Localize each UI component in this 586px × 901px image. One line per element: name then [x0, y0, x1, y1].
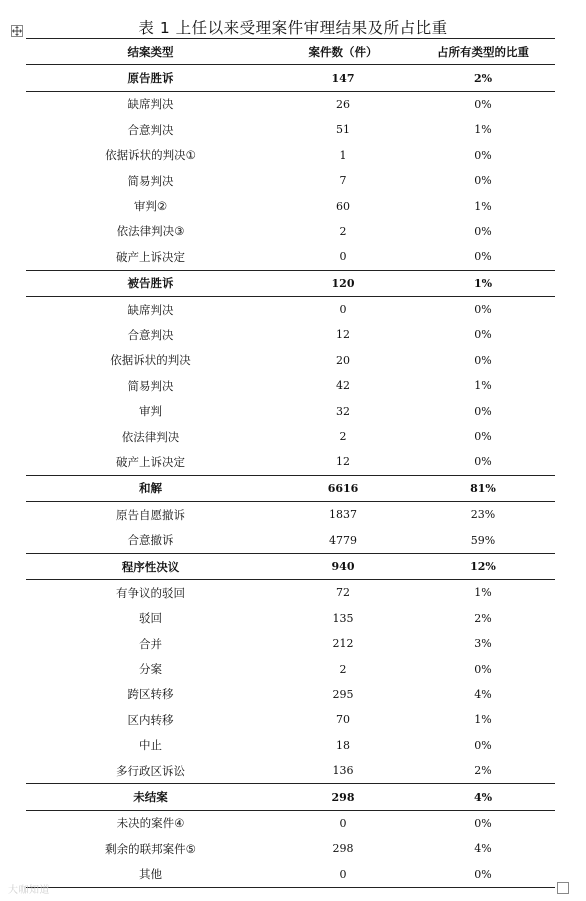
case-count-cell: 2 — [339, 430, 347, 444]
table-row — [26, 862, 555, 888]
case-type-cell: 其他 — [26, 862, 275, 888]
case-type-cell: 合并 — [139, 636, 162, 651]
table-row — [26, 117, 555, 142]
case-count-cell: 136 — [332, 764, 354, 778]
case-type-cell: 原告胜诉 — [26, 65, 275, 91]
share-cell: 0% — [474, 816, 492, 830]
case-count-cell: 7 — [339, 174, 347, 188]
case-type-cell: 破产上诉决定 — [116, 454, 185, 469]
case-count-cell: 4779 — [329, 533, 357, 547]
case-type-cell: 审判② — [133, 199, 168, 214]
share-cell: 0% — [474, 97, 492, 111]
share-cell: 12% — [411, 553, 555, 579]
table-row — [26, 193, 555, 218]
case-count-cell: 298 — [275, 784, 411, 810]
share-cell: 2% — [411, 65, 555, 91]
category-row — [26, 553, 555, 579]
case-count-cell: 26 — [336, 97, 350, 111]
table-row — [26, 398, 555, 423]
share-cell: 4% — [411, 784, 555, 810]
share-cell: 0% — [474, 328, 492, 342]
case-type-cell: 多行政区诉讼 — [116, 763, 185, 778]
case-count-cell: 0 — [339, 816, 347, 830]
header-share: 占所有类型的比重 — [411, 39, 555, 65]
table-row — [26, 502, 555, 528]
table-row — [26, 682, 555, 707]
case-count-cell: 60 — [336, 199, 350, 213]
table-row — [26, 707, 555, 732]
table-row — [26, 527, 555, 553]
share-cell: 4% — [474, 842, 492, 856]
share-cell: 59% — [470, 533, 496, 547]
table-row — [26, 424, 555, 449]
share-cell: 0% — [411, 862, 555, 888]
share-cell: 0% — [474, 250, 492, 264]
share-cell: 1% — [474, 123, 492, 137]
table-row — [26, 836, 555, 861]
share-cell: 0% — [474, 662, 492, 676]
case-type-cell: 和解 — [26, 475, 275, 501]
case-type-cell: 简易判决 — [127, 378, 174, 393]
case-type-cell: 程序性决议 — [26, 553, 275, 579]
table-title: 表 1 上任以来受理案件审理结果及所占比重 — [138, 19, 448, 37]
table-row — [26, 580, 555, 606]
share-cell: 1% — [411, 270, 555, 296]
header-case-count: 案件数（件） — [275, 39, 411, 65]
table-row — [26, 91, 555, 117]
category-row — [26, 270, 555, 296]
case-count-cell: 12 — [336, 328, 350, 342]
case-count-cell: 1 — [339, 148, 347, 162]
category-row — [26, 784, 555, 810]
case-count-cell: 0 — [339, 250, 347, 264]
case-count-cell: 70 — [336, 713, 350, 727]
table-row — [26, 656, 555, 681]
table-row — [26, 733, 555, 758]
share-cell: 81% — [411, 475, 555, 501]
case-type-cell: 中止 — [139, 738, 162, 753]
case-type-cell: 分案 — [139, 662, 162, 677]
case-type-cell: 有争议的驳回 — [116, 585, 185, 600]
case-count-cell: 2 — [339, 224, 347, 238]
share-cell: 23% — [470, 508, 496, 522]
case-count-cell: 147 — [275, 65, 411, 91]
case-type-cell: 缺席判决 — [127, 302, 174, 317]
case-count-cell: 0 — [339, 303, 347, 317]
case-count-cell: 20 — [336, 353, 350, 367]
watermark-logo: 大咖知道 — [8, 885, 50, 896]
share-cell: 2% — [474, 611, 492, 625]
table-row — [26, 244, 555, 270]
table-row — [26, 758, 555, 784]
share-cell: 0% — [474, 224, 492, 238]
case-count-cell: 51 — [336, 123, 350, 137]
table-row — [26, 143, 555, 168]
table-resize-handle-icon[interactable] — [557, 882, 569, 894]
table-row — [26, 631, 555, 656]
table-row — [26, 296, 555, 322]
share-cell: 1% — [474, 199, 492, 213]
case-count-cell: 1837 — [329, 508, 357, 522]
table-row — [26, 168, 555, 193]
share-cell: 0% — [474, 738, 492, 752]
table-row — [26, 322, 555, 347]
case-type-cell: 审判 — [139, 404, 162, 419]
table-row — [26, 219, 555, 244]
case-type-cell: 未结案 — [26, 784, 275, 810]
case-type-cell: 被告胜诉 — [26, 270, 275, 296]
share-cell: 0% — [474, 174, 492, 188]
results-table — [26, 38, 555, 888]
case-count-cell: 42 — [336, 379, 350, 393]
case-type-cell: 未决的案件④ — [116, 816, 185, 831]
case-count-cell: 2 — [339, 662, 347, 676]
table-row — [26, 373, 555, 398]
category-row — [26, 475, 555, 501]
table-body — [26, 65, 555, 888]
share-cell: 3% — [474, 637, 492, 651]
case-type-cell: 合意判决 — [127, 327, 174, 342]
case-count-cell: 295 — [332, 687, 354, 701]
case-type-cell: 破产上诉决定 — [116, 249, 185, 264]
table-row — [26, 810, 555, 836]
case-count-cell: 120 — [275, 270, 411, 296]
table-row — [26, 606, 555, 631]
share-cell: 4% — [474, 687, 492, 701]
case-count-cell: 32 — [336, 404, 350, 418]
case-count-cell: 212 — [332, 637, 354, 651]
share-cell: 2% — [474, 764, 492, 778]
share-cell: 0% — [474, 430, 492, 444]
table-row — [26, 449, 555, 475]
case-count-cell: 298 — [332, 842, 354, 856]
case-type-cell: 简易判决 — [127, 173, 174, 188]
share-cell: 0% — [474, 148, 492, 162]
case-count-cell: 12 — [336, 455, 350, 469]
case-type-cell: 依法律判决 — [121, 429, 180, 444]
table-row — [26, 348, 555, 373]
share-cell: 0% — [474, 455, 492, 469]
case-type-cell: 依据诉状的判决① — [105, 148, 196, 163]
case-type-cell: 区内转移 — [127, 712, 174, 727]
case-count-cell: 6616 — [275, 475, 411, 501]
share-cell: 0% — [474, 404, 492, 418]
category-row — [26, 65, 555, 91]
case-type-cell: 合意撤诉 — [127, 533, 174, 548]
share-cell: 0% — [474, 353, 492, 367]
share-cell: 1% — [474, 713, 492, 727]
case-type-cell: 驳回 — [139, 611, 162, 626]
table-header-row — [26, 39, 555, 65]
header-case-type: 结案类型 — [26, 39, 275, 65]
case-count-cell: 940 — [275, 553, 411, 579]
case-type-cell: 依据诉状的判决 — [110, 353, 191, 368]
share-cell: 1% — [474, 586, 492, 600]
share-cell: 0% — [474, 303, 492, 317]
case-type-cell: 依法律判决③ — [116, 224, 185, 239]
case-type-cell: 剩余的联邦案件⑤ — [105, 841, 196, 856]
case-count-cell: 72 — [336, 586, 350, 600]
case-count-cell: 18 — [336, 738, 350, 752]
case-type-cell: 合意判决 — [127, 122, 174, 137]
case-count-cell: 135 — [332, 611, 354, 625]
case-count-cell: 0 — [275, 862, 411, 888]
case-type-cell: 原告自愿撤诉 — [116, 507, 185, 522]
share-cell: 1% — [474, 379, 492, 393]
case-type-cell: 缺席判决 — [127, 97, 174, 112]
case-type-cell: 跨区转移 — [127, 687, 174, 702]
